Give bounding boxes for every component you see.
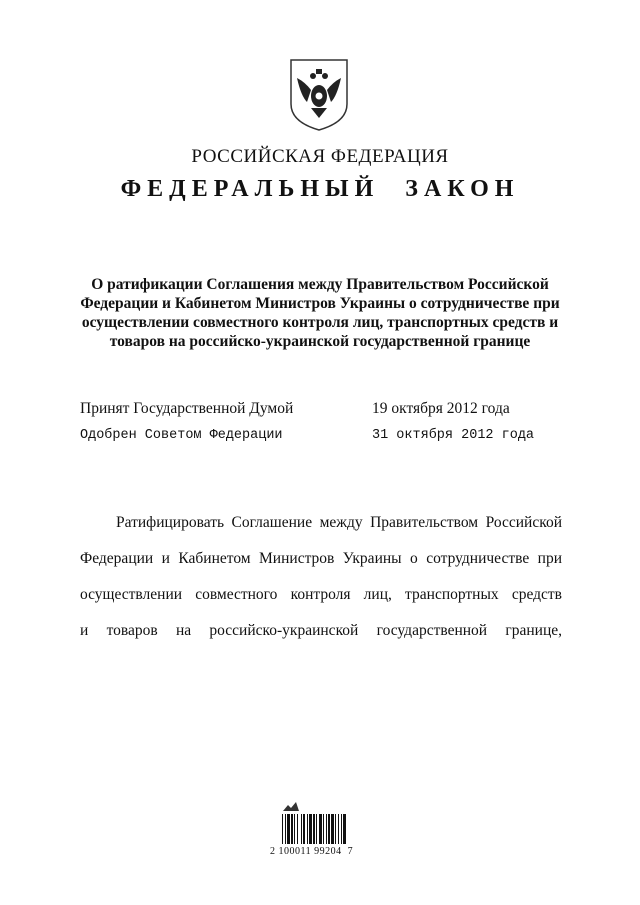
barcode-bar — [282, 814, 283, 844]
body-line: Федерации и Кабинетом Министров Украины о сотрудничестве при — [80, 550, 562, 567]
body-line: осуществлении совместного контроля лиц, транспортных средств — [80, 586, 562, 603]
barcode-bar — [331, 814, 334, 844]
barcode-bar — [297, 814, 298, 844]
document-type: ФЕДЕРАЛЬНЫЙ ЗАКОН — [120, 176, 520, 202]
barcode-bar — [307, 814, 308, 844]
barcode-bar — [326, 814, 327, 844]
barcode-number: 2 100011 99204 7 — [270, 846, 354, 857]
law-title-line: О ратификации Соглашения между Правительством Российской — [91, 276, 549, 293]
barcode-bar — [303, 814, 305, 844]
body-line: Ратифицировать Соглашение между Правительством Российской — [116, 514, 562, 531]
printer-mark-icon — [282, 800, 300, 812]
barcode-bar — [294, 814, 295, 844]
barcode-bar — [338, 814, 339, 844]
law-title-line: осуществлении совместного контроля лиц, транспортных средств и — [81, 314, 559, 331]
barcode-bar — [313, 814, 315, 844]
barcode-bar — [291, 814, 293, 844]
approval-label: Одобрен Советом Федерации — [80, 428, 283, 443]
law-title-line: товаров на российско-украинской государственной границе — [109, 333, 531, 350]
barcode — [282, 814, 368, 844]
country-name: РОССИЙСКАЯ ФЕДЕРАЦИЯ — [191, 146, 449, 167]
barcode-bar — [287, 814, 290, 844]
law-title — [60, 275, 580, 351]
barcode-bar — [328, 814, 330, 844]
approval-date: 31 октября 2012 года — [372, 428, 535, 443]
approval-label: Принят Государственной Думой — [80, 400, 294, 417]
barcode-bar — [301, 814, 302, 844]
barcode-bar — [316, 814, 317, 844]
barcode-bar — [335, 814, 336, 844]
barcode-bar — [323, 814, 324, 844]
approval-date: 19 октября 2012 года — [372, 400, 510, 417]
coat-of-arms-emblem — [287, 56, 351, 132]
body-line: и товаров на российско-украинской государственной границе, — [80, 622, 562, 639]
barcode-bar — [285, 814, 286, 844]
barcode-bar — [343, 814, 346, 844]
barcode-bar — [341, 814, 342, 844]
law-title-line: Федерации и Кабинетом Министров Украины о сотрудничестве при — [80, 295, 560, 312]
barcode-bar — [309, 814, 312, 844]
law-body — [80, 505, 562, 649]
barcode-bar — [319, 814, 322, 844]
